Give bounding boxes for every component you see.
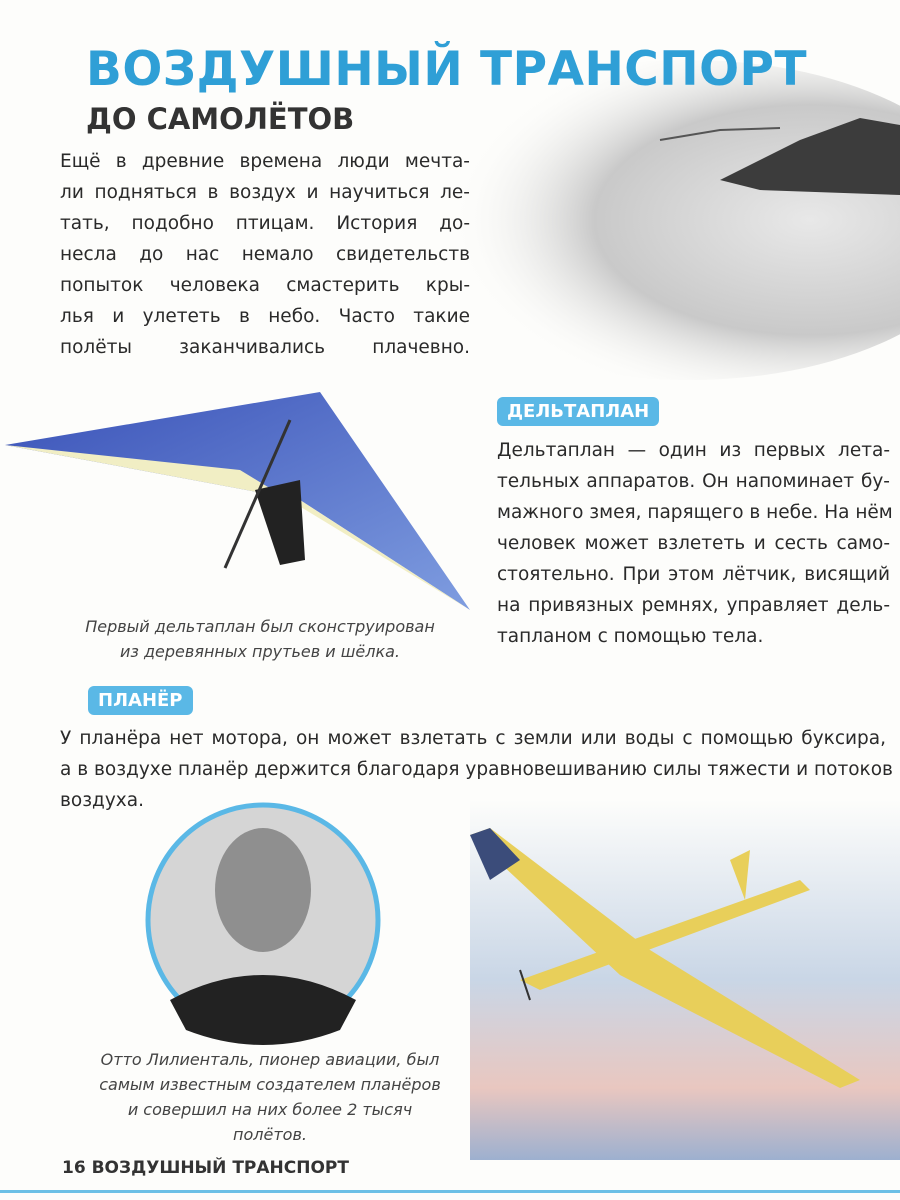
planer-heading: ПЛАНЁР	[88, 686, 193, 715]
intro-paragraph	[60, 146, 470, 363]
caption-line: из деревянных прутьев и шёлка.	[119, 642, 400, 661]
planer-paragraph	[60, 723, 893, 816]
glider-photo	[470, 800, 900, 1160]
text-line: лья и улететь в небо. Часто такие	[60, 306, 470, 327]
text-line: стоятельно. При этом лётчик, висящий	[497, 564, 890, 585]
hang-glider-photo	[5, 392, 470, 610]
text-line: тать, подобно птицам. История до-	[60, 213, 470, 234]
deltaplan-caption	[60, 614, 460, 664]
caption-line: Отто Лилиенталь, пионер авиации, был	[100, 1050, 440, 1069]
text-line: мажного змея, парящего в небе. На нём	[497, 502, 893, 523]
text-line: Дельтаплан — один из первых лета-	[497, 440, 890, 461]
deltaplan-heading: ДЕЛЬТАПЛАН	[497, 397, 659, 426]
deltaplan-paragraph	[497, 435, 893, 652]
page-title: ВОЗДУШНЫЙ ТРАНСПОРТ	[86, 42, 808, 97]
page-number: 16	[62, 1158, 86, 1178]
footer-rule	[0, 1190, 900, 1193]
text-line: тапланом с помощью тела.	[497, 626, 764, 647]
text-line: воздуха.	[60, 790, 144, 811]
text-line: полёты заканчивались плачевно.	[60, 337, 470, 358]
lilienthal-portrait	[148, 805, 378, 1045]
text-line: У планёра нет мотора, он может взлетать с земли или воды с помощью буксира,	[60, 728, 886, 749]
text-line: тельных аппаратов. Он напоминает бу-	[497, 471, 890, 492]
footer-section: ВОЗДУШНЫЙ ТРАНСПОРТ	[91, 1158, 349, 1178]
text-line: попыток человека смастерить кры-	[60, 275, 470, 296]
lilienthal-caption	[90, 1047, 450, 1147]
page-subtitle: ДО САМОЛЁТОВ	[86, 102, 355, 136]
text-line: на привязных ремнях, управляет дель-	[497, 595, 890, 616]
text-line: а в воздухе планёр держится благодаря уравновешиванию силы тяжести и потоков	[60, 759, 893, 780]
text-line: несла до нас немало свидетельств	[60, 244, 470, 265]
text-line: человек может взлететь и сесть само-	[497, 533, 890, 554]
page-footer	[62, 1158, 349, 1178]
caption-line: Первый дельтаплан был сконструирован	[85, 617, 435, 636]
text-line: ли подняться в воздух и научиться ле-	[60, 182, 470, 203]
caption-line: и совершил на них более 2 тысяч полётов.	[127, 1100, 413, 1144]
text-line: Ещё в древние времена люди мечта-	[60, 151, 470, 172]
caption-line: самым известным создателем планёров	[99, 1075, 441, 1094]
